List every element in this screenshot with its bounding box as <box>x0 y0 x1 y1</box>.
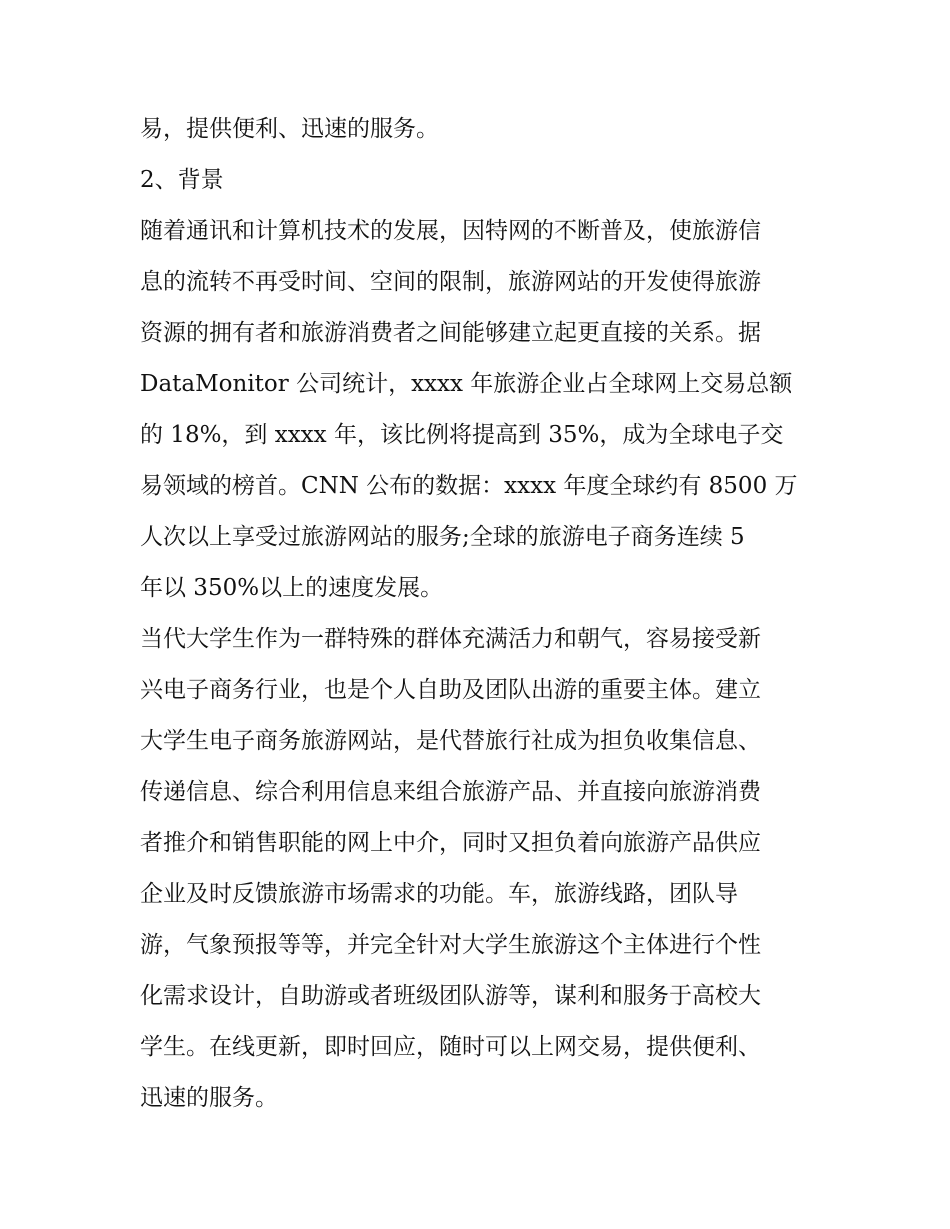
text-line: 学生。在线更新，即时回应，随时可以上网交易，提供便利、 <box>140 1034 761 1060</box>
text-line: DataMonitor 公司统计，xxxx 年旅游企业占全球网上交易总额 <box>140 371 793 397</box>
text-line: 易，提供便利、迅速的服务。 <box>140 116 439 142</box>
text-line: 迅速的服务。 <box>140 1085 278 1111</box>
text-line: 易领域的榜首。CNN 公布的数据：xxxx 年度全球约有 8500 万 <box>140 473 798 499</box>
text-line: 兴电子商务行业，也是个人自助及团队出游的重要主体。建立 <box>140 677 761 703</box>
section-heading: 2、背景 <box>140 167 224 193</box>
text-line: 化需求设计，自助游或者班级团队游等，谋利和服务于高校大 <box>140 983 761 1009</box>
text-line: 随着通讯和计算机技术的发展，因特网的不断普及，使旅游信 <box>140 218 761 244</box>
text-line: 资源的拥有者和旅游消费者之间能够建立起更直接的关系。据 <box>140 320 761 346</box>
text-line: 游，气象预报等等，并完全针对大学生旅游这个主体进行个性 <box>140 932 761 958</box>
text-line: 的 18%，到 xxxx 年，该比例将提高到 35%，成为全球电子交 <box>140 422 784 448</box>
text-line: 息的流转不再受时间、空间的限制，旅游网站的开发使得旅游 <box>140 269 761 295</box>
text-line: 者推介和销售职能的网上中介，同时又担负着向旅游产品供应 <box>140 830 761 856</box>
text-line: 年以 350%以上的速度发展。 <box>140 575 444 601</box>
text-line: 大学生电子商务旅游网站，是代替旅行社成为担负收集信息、 <box>140 728 761 754</box>
text-line: 当代大学生作为一群特殊的群体充满活力和朝气，容易接受新 <box>140 626 761 652</box>
document-body <box>140 104 820 1124</box>
text-line: 人次以上享受过旅游网站的服务;全球的旅游电子商务连续 5 <box>140 524 745 550</box>
text-line: 企业及时反馈旅游市场需求的功能。车，旅游线路，团队导 <box>140 881 738 907</box>
text-line: 传递信息、综合利用信息来组合旅游产品、并直接向旅游消费 <box>140 779 761 805</box>
